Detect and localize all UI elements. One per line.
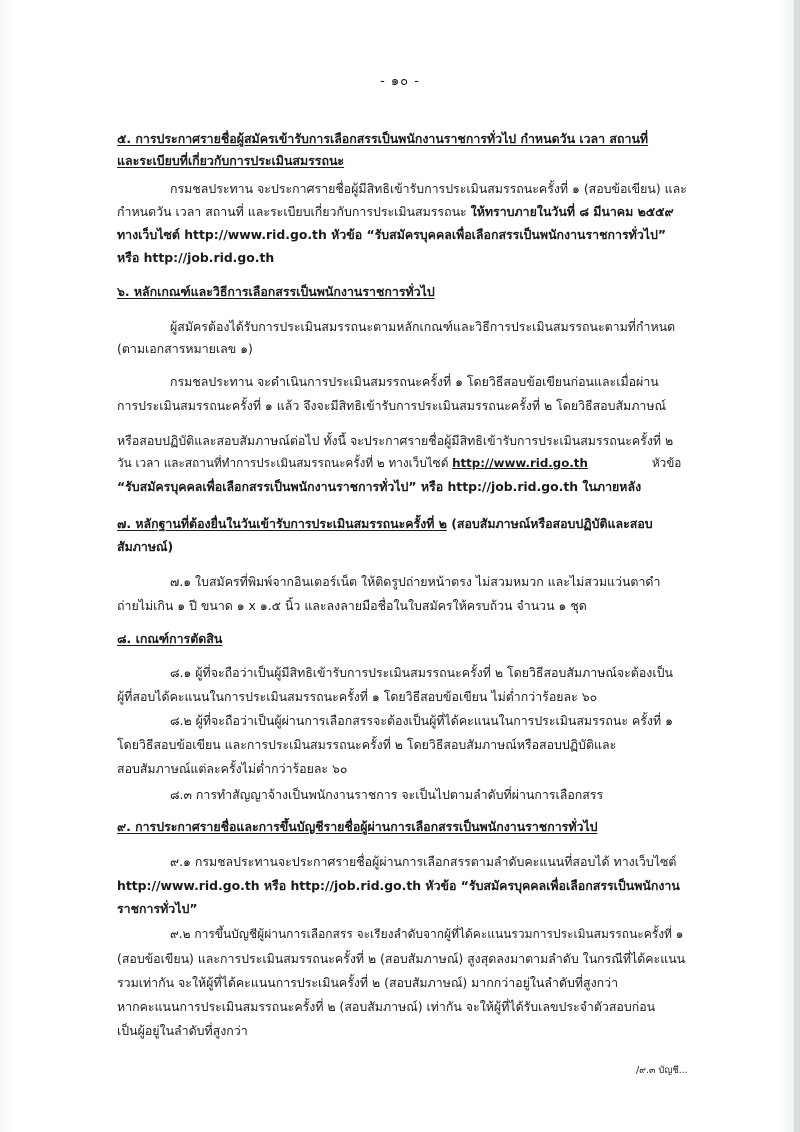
section-9-item-9-2-cont: รวมเท่ากัน จะให้ผู้ที่ได้คะแนนการประเมินครั้งที่ ๒ (สอบสัมภาษณ์) มากกว่าอยู่ในลำดับที่สูงกว่า	[117, 975, 619, 990]
section-7-heading	[117, 515, 653, 532]
section-6-paragraph-line: (ตามเอกสารหมายเลข ๑)	[117, 341, 253, 356]
section-8-item-8-2-cont: โดยวิธีสอบข้อเขียน และการประเมินสมรรถนะครั้งที่ ๒ โดยวิธีสอบสัมภาษณ์หรือสอบปฏิบัติและ	[117, 737, 617, 752]
section-6-paragraph: ผู้สมัครต้องได้รับการประเมินสมรรถนะตามหลักเกณฑ์และวิธีการประเมินสมรรถนะตามที่กำหนด	[170, 319, 676, 334]
section-8-item-8-3: ๘.๓ การทำสัญญาจ้างเป็นพนักงานราชการ จะเป็นไปตามลำดับที่ผ่านการเลือกสรร	[170, 787, 604, 802]
website-link[interactable]: http://www.rid.go.th	[452, 456, 588, 470]
section-6-paragraph-line: การประเมินสมรรถนะครั้งที่ ๑ แล้ว จึงจะมีสิทธิเข้ารับการประเมินสมรรถนะครั้งที่ ๒ โดยวิธีสอบสัมภาษณ์	[117, 398, 666, 413]
section-9-item-9-2-cont: (สอบข้อเขียน) และการประเมินสมรรถนะครั้งที่ ๒ (สอบสัมภาษณ์) สูงสุดลงมาตามลำดับ ในกรณีที่ได้คะแนน	[117, 951, 686, 966]
section-7-heading-title: ๗. หลักฐานที่ต้องยื่นในวันเข้ารับการประเมินสมรรถนะครั้งที่ ๒	[117, 516, 447, 531]
section-5-paragraph: กรมชลประทาน จะประกาศรายชื่อผู้มีสิทธิเข้ารับการประเมินสมรรถนะครั้งที่ ๑ (สอบข้อเขียน) และ	[170, 181, 687, 196]
section-9-heading: ๙. การประกาศรายชื่อและการขึ้นบัญชีรายชื่อผู้ผ่านการเลือกสรรเป็นพนักงานราชการทั่วไป	[117, 819, 598, 834]
section-8-heading: ๘. เกณฑ์การตัดสิน	[117, 631, 223, 646]
section-6-heading: ๖. หลักเกณฑ์และวิธีการเลือกสรรเป็นพนักงานราชการทั่วไป	[117, 284, 435, 299]
section-9-item-9-1: ๙.๑ กรมชลประทานจะประกาศรายชื่อผู้ผ่านการเลือกสรรตามลำดับคะแนนที่สอบได้ ทางเว็บไซต์	[170, 854, 677, 869]
section-8-item-8-2: ๘.๒ ผู้ที่จะถือว่าเป็นผู้ผ่านการเลือกสรรจะต้องเป็นผู้ที่ได้คะแนนในการประเมินสมรรถนะ ครั้งที่ ๑	[170, 713, 673, 728]
text-span: หัวข้อ	[651, 456, 682, 470]
section-8-item-8-1-cont: ผู้ที่สอบได้คะแนนในการประเมินสมรรถนะครั้งที่ ๑ โดยวิธีสอบข้อเขียน ไม่ต่ำกว่าร้อยละ ๖๐	[117, 689, 598, 704]
section-6-paragraph-line: หรือสอบปฏิบัติและสอบสัมภาษณ์ต่อไป ทั้งนี้ จะประกาศรายชื่อผู้มีสิทธิเข้ารับการประเมินสมรรถนะครั้งที่ ๒	[117, 433, 674, 448]
section-5-heading: ๕. การประกาศรายชื่อผู้สมัครเข้ารับการเลือกสรรเป็นพนักงานราชการทั่วไป กำหนดวัน เวลา สถานที่	[117, 131, 649, 146]
section-6-paragraph: กรมชลประทาน จะดำเนินการประเมินสมรรถนะครั้งที่ ๑ โดยวิธีสอบข้อเขียนก่อนและเมื่อผ่าน	[170, 374, 659, 389]
section-5-heading-cont: และระเบียบที่เกี่ยวกับการประเมินสมรรถนะ	[117, 153, 345, 168]
continuation-note: /๙.๓ บัญชี...	[636, 1065, 688, 1076]
section-6-paragraph-line: “รับสมัครบุคคลเพื่อเลือกสรรเป็นพนักงานราชการทั่วไป” หรือ http://job.rid.go.th ในภายหลัง	[117, 479, 642, 494]
section-5-alt-website: หรือ http://job.rid.go.th	[117, 250, 275, 265]
section-7-item-7-1: ๗.๑ ใบสมัครที่พิมพ์จากอินเตอร์เน็ต ให้ติดรูปถ่ายหน้าตรง ไม่สวมหมวก และไม่สวมแว่นตาดำ	[170, 574, 661, 589]
section-9-item-9-1-cont: ราชการทั่วไป”	[117, 901, 198, 916]
section-9-item-9-1-cont: http://www.rid.go.th หรือ http://job.rid.go.th หัวข้อ “รับสมัครบุคคลเพื่อเลือกสรรเป็นพนักงาน	[117, 878, 680, 893]
section-9-item-9-2-cont: หากคะแนนการประเมินสมรรถนะครั้งที่ ๒ (สอบสัมภาษณ์) เท่ากัน จะให้ผู้ที่ได้รับเลขประจำตัวสอบก่อน	[117, 999, 656, 1014]
section-6-paragraph-line	[117, 455, 681, 472]
page-number: - ๑๐ -	[380, 74, 420, 89]
section-7-item-7-1-cont: ถ่ายไม่เกิน ๑ ปี ขนาด ๑ x ๑.๕ นิ้ว และลงลายมือชื่อในใบสมัครให้ครบถ้วน จำนวน ๑ ชุด	[117, 598, 587, 613]
text-span: กำหนดวัน เวลา สถานที่ และระเบียบเกี่ยวกับการประเมินสมรรถนะ	[117, 204, 471, 219]
section-7-heading-cont: สัมภาษณ์)	[117, 539, 174, 554]
section-9-item-9-2: ๙.๒ การขึ้นบัญชีผู้ผ่านการเลือกสรร จะเรียงลำดับจากผู้ที่ได้คะแนนรวมการประเมินสมรรถนะครั้งที่ ๑	[170, 927, 684, 941]
section-5-paragraph-line	[117, 203, 674, 220]
section-9-item-9-2-cont: เป็นผู้อยู่ในลำดับที่สูงกว่า	[117, 1023, 248, 1038]
section-8-item-8-1: ๘.๑ ผู้ที่จะถือว่าเป็นผู้มีสิทธิเข้ารับการประเมินสมรรถนะครั้งที่ ๒ โดยวิธีสอบสัมภาษณ์จะต้องเป็น	[170, 665, 673, 680]
scan-edge	[794, 0, 800, 1132]
section-7-heading-note: (สอบสัมภาษณ์หรือสอบปฏิบัติและสอบ	[446, 516, 653, 531]
text-span: วัน เวลา และสถานที่ทำการประเมินสมรรถนะครั้งที่ ๒ ทางเว็บไซต์	[117, 456, 453, 470]
section-5-website-line: ทางเว็บไซต์ http://www.rid.go.th หัวข้อ “รับสมัครบุคคลเพื่อเลือกสรรเป็นพนักงานราชการทั่วไป”	[117, 227, 667, 242]
section-8-item-8-2-cont: สอบสัมภาษณ์แต่ละครั้งไม่ต่ำกว่าร้อยละ ๖๐	[117, 761, 348, 776]
deadline-text: ให้ทราบภายในวันที่ ๘ มีนาคม ๒๕๕๙	[470, 204, 674, 219]
